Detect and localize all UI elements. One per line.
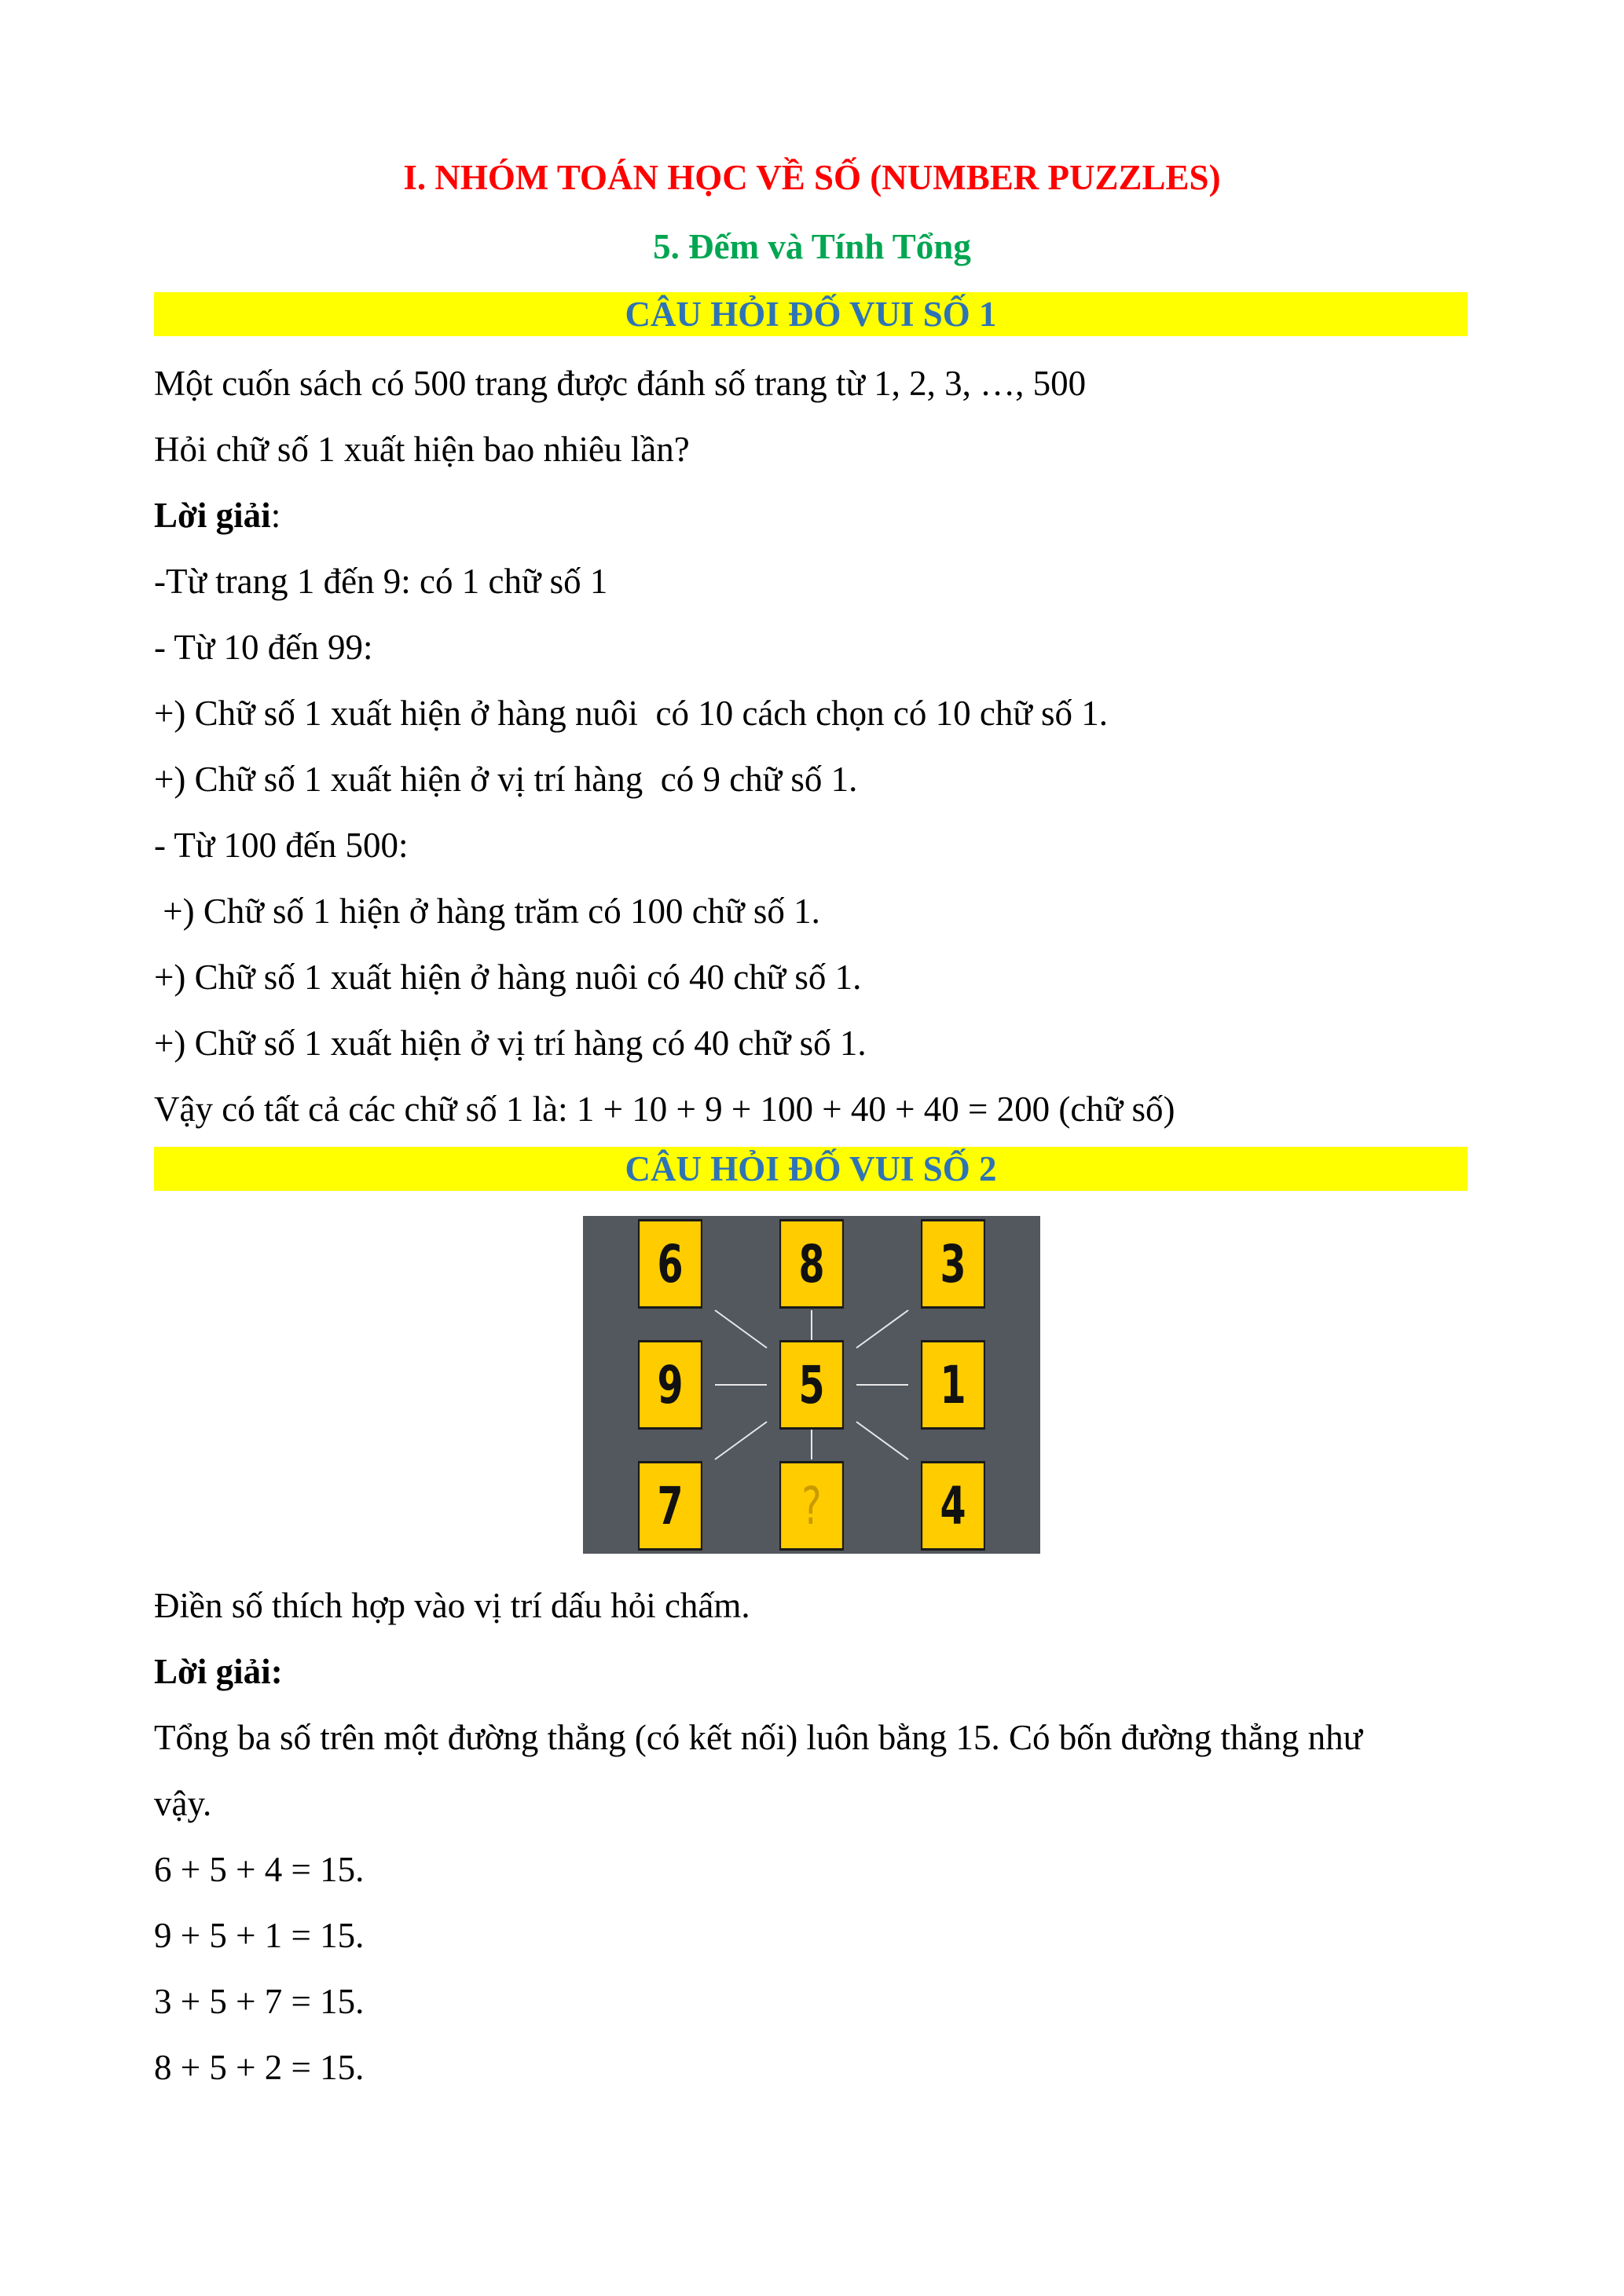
equation-line: 9 + 5 + 1 = 15.: [154, 1916, 365, 1955]
question-2-heading: CÂU HỎI ĐỐ VUI SỐ 2: [154, 1147, 1468, 1191]
question-2-prompt: Điền số thích hợp vào vị trí dấu hỏi chấm.: [154, 1586, 750, 1625]
puzzle-tile-question-mark: ?: [779, 1461, 844, 1551]
connector-line: [715, 1422, 767, 1459]
solution-line: -Từ trang 1 đến 9: có 1 chữ số 1: [154, 562, 608, 601]
solution-label-colon: :: [270, 496, 281, 535]
puzzle-tile: 7: [638, 1461, 702, 1551]
solution-line: +) Chữ số 1 hiện ở hàng trăm có 100 chữ số 1.: [154, 892, 820, 931]
connector-line: [856, 1310, 908, 1348]
number-puzzle-image: [583, 1216, 1040, 1554]
solution-label-text: Lời giải: [154, 496, 271, 535]
question-2-solution-label: Lời giải:: [154, 1652, 283, 1691]
puzzle-tile: 9: [638, 1340, 702, 1430]
solution-line: - Từ 100 đến 500:: [154, 826, 409, 865]
solution-line: +) Chữ số 1 xuất hiện ở hàng nuôi có 40 chữ số 1.: [154, 958, 862, 997]
subsection-title: 5. Đếm và Tính Tổng: [653, 227, 971, 266]
puzzle-tile: 6: [638, 1219, 702, 1309]
question-1-text: Một cuốn sách có 500 trang được đánh số trang từ 1, 2, 3, …, 500: [154, 364, 1087, 403]
section-title: I. NHÓM TOÁN HỌC VỀ SỐ (NUMBER PUZZLES): [403, 158, 1221, 197]
solution-line: - Từ 10 đến 99:: [154, 628, 373, 667]
equation-line: 6 + 5 + 4 = 15.: [154, 1850, 365, 1889]
solution-summary: Vậy có tất cả các chữ số 1 là: 1 + 10 + 9 + 100 + 40 + 40 = 200 (chữ số): [154, 1089, 1175, 1129]
question-1-heading: CÂU HỎI ĐỐ VUI SỐ 1: [154, 292, 1468, 336]
connector-line: [856, 1422, 908, 1459]
connector-line: [715, 1310, 767, 1348]
solution-line: +) Chữ số 1 xuất hiện ở vị trí hàng có 40 chữ số 1.: [154, 1023, 867, 1063]
solution-line: Tổng ba số trên một đường thẳng (có kết nối) luôn bằng 15. Có bốn đường thẳng như: [154, 1718, 1363, 1757]
solution-line: +) Chữ số 1 xuất hiện ở hàng nuôi có 10 cách chọn có 10 chữ số 1.: [154, 694, 1108, 733]
puzzle-tile: 4: [921, 1461, 985, 1551]
puzzle-tile: 3: [921, 1219, 985, 1309]
puzzle-tile: 1: [921, 1340, 985, 1430]
puzzle-tile-center: 5: [779, 1340, 844, 1430]
question-1-ask: Hỏi chữ số 1 xuất hiện bao nhiêu lần?: [154, 430, 690, 469]
equation-line: 8 + 5 + 2 = 15.: [154, 2048, 365, 2087]
solution-line: vậy.: [154, 1784, 212, 1823]
equation-line: 3 + 5 + 7 = 15.: [154, 1982, 365, 2021]
solution-line: +) Chữ số 1 xuất hiện ở vị trí hàng có 9 chữ số 1.: [154, 760, 858, 799]
puzzle-tile: 8: [779, 1219, 844, 1309]
question-1-solution-label: [154, 493, 1474, 537]
